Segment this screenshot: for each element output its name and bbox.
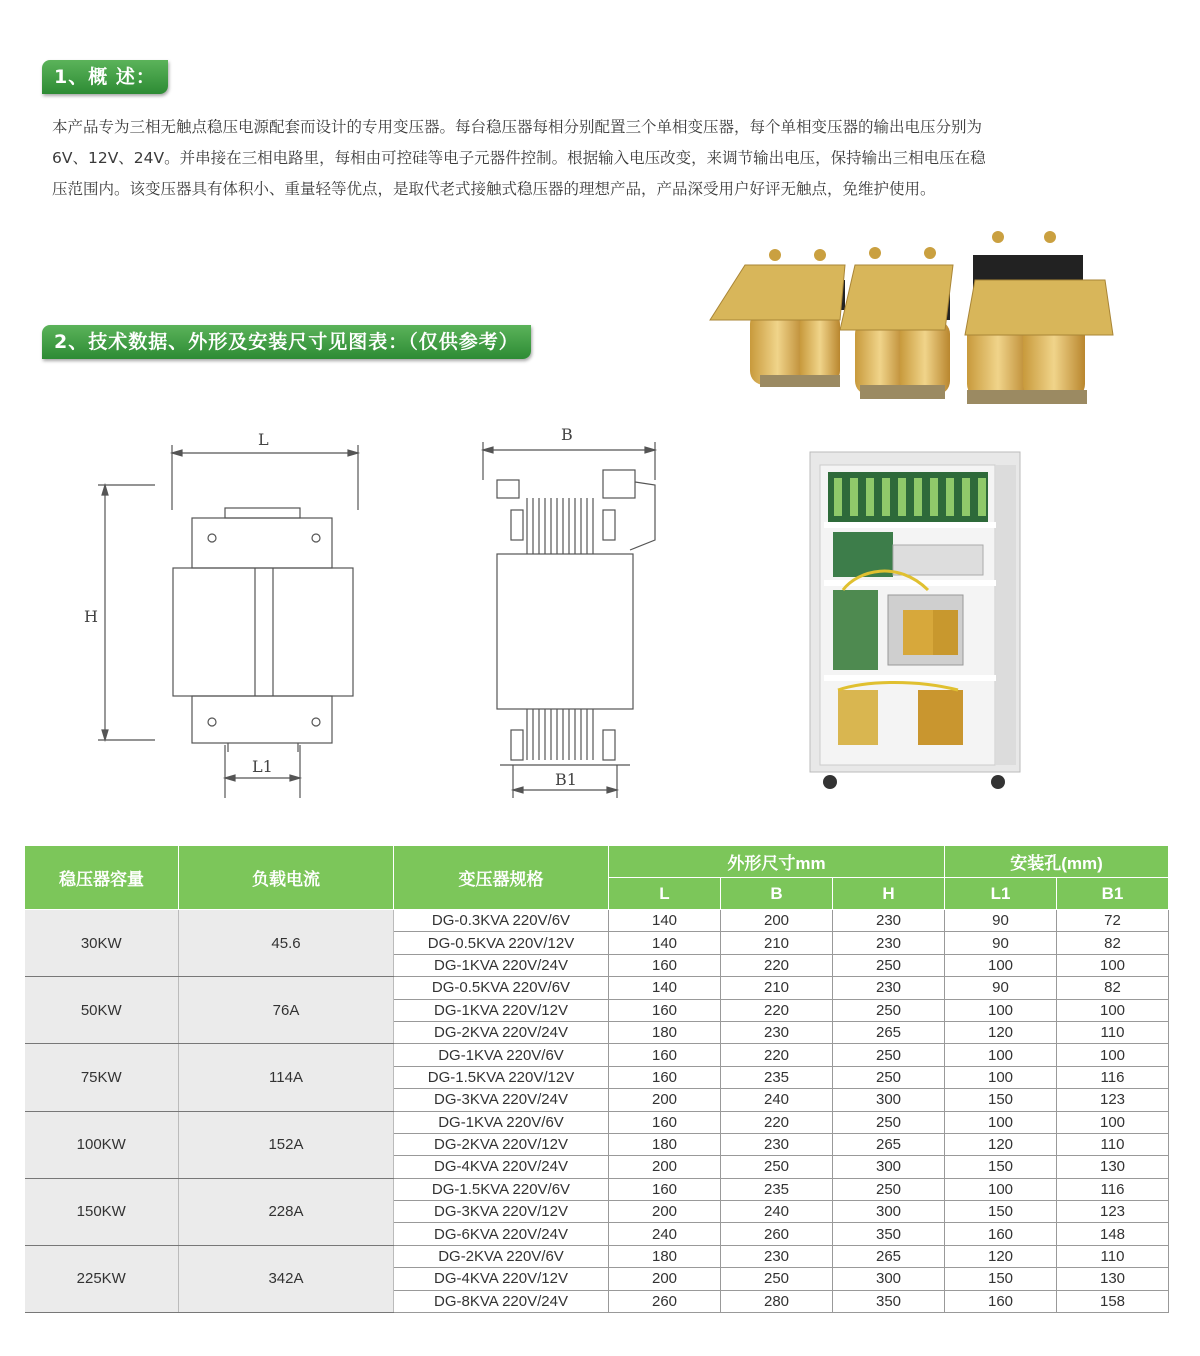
transformers-photo — [705, 225, 1125, 410]
dim-B-cell: 250 — [721, 1156, 833, 1178]
model-cell: DG-1KVA 220V/24V — [394, 954, 609, 976]
dim-L1-cell: 90 — [945, 932, 1057, 954]
dim-H-cell: 250 — [833, 999, 945, 1021]
dim-B1-cell: 82 — [1057, 932, 1169, 954]
side-view-drawing — [475, 420, 670, 805]
dim-B1-cell: 100 — [1057, 1044, 1169, 1066]
dim-L1-cell: 150 — [945, 1156, 1057, 1178]
capacity-cell: 50KW — [25, 977, 179, 1044]
dim-L-cell: 200 — [609, 1156, 721, 1178]
dim-L1-cell: 150 — [945, 1201, 1057, 1223]
dim-B-cell: 210 — [721, 977, 833, 999]
dim-B-cell: 230 — [721, 1021, 833, 1043]
dim-B-cell: 220 — [721, 999, 833, 1021]
dim-B-label: B — [561, 425, 573, 444]
dim-B-cell: 200 — [721, 910, 833, 932]
dim-L-cell: 160 — [609, 1044, 721, 1066]
dim-H-cell: 230 — [833, 910, 945, 932]
dim-B-cell: 260 — [721, 1223, 833, 1245]
dim-B-cell: 240 — [721, 1089, 833, 1111]
dim-H-cell: 300 — [833, 1089, 945, 1111]
current-cell: 45.6 — [179, 910, 394, 977]
dim-B1-cell: 100 — [1057, 954, 1169, 976]
model-cell: DG-3KVA 220V/24V — [394, 1089, 609, 1111]
dim-H-cell: 250 — [833, 1066, 945, 1088]
model-cell: DG-6KVA 220V/24V — [394, 1223, 609, 1245]
dim-H-cell: 350 — [833, 1223, 945, 1245]
dim-B1-label: B1 — [555, 770, 577, 789]
model-cell: DG-1KVA 220V/6V — [394, 1111, 609, 1133]
dim-L1-cell: 90 — [945, 977, 1057, 999]
dim-L-cell: 140 — [609, 910, 721, 932]
dim-L-cell: 180 — [609, 1245, 721, 1267]
capacity-cell: 100KW — [25, 1111, 179, 1178]
model-cell: DG-0.5KVA 220V/12V — [394, 932, 609, 954]
dim-B-cell: 210 — [721, 932, 833, 954]
dim-H-cell: 250 — [833, 1044, 945, 1066]
dim-L-label: L — [258, 430, 269, 449]
dim-H-cell: 300 — [833, 1268, 945, 1290]
dim-B1-cell: 72 — [1057, 910, 1169, 932]
dim-H-cell: 300 — [833, 1156, 945, 1178]
dim-L-cell: 160 — [609, 954, 721, 976]
dim-B1-cell: 123 — [1057, 1089, 1169, 1111]
model-cell: DG-4KVA 220V/24V — [394, 1156, 609, 1178]
header-holes: 安装孔(mm) — [945, 846, 1169, 878]
intro-line: 压范围内。该变压器具有体积小、重量轻等优点，是取代老式接触式稳压器的理想产品，产品深受用户好评无触点，免维护使用。 — [52, 180, 936, 198]
section1-title: 1、概 述： — [42, 60, 168, 94]
dim-L-cell: 260 — [609, 1290, 721, 1312]
dim-H-cell: 250 — [833, 1178, 945, 1200]
table-row — [25, 910, 1169, 932]
capacity-cell: 75KW — [25, 1044, 179, 1111]
intro-line: 6V、12V、24V。并串接在三相电路里，每相由可控硅等电子元器件控制。根据输入电压改变，来调节输出电压，保持输出三相电压在稳 — [52, 149, 986, 167]
dim-L-cell: 160 — [609, 1066, 721, 1088]
model-cell: DG-1.5KVA 220V/12V — [394, 1066, 609, 1088]
section2-title: 2、技术数据、外形及安装尺寸见图表：（仅供参考） — [42, 325, 531, 359]
dim-H-cell: 265 — [833, 1021, 945, 1043]
model-cell: DG-2KVA 220V/24V — [394, 1021, 609, 1043]
dim-L-cell: 140 — [609, 932, 721, 954]
header-dimensions: 外形尺寸mm — [609, 846, 945, 878]
dim-L1-cell: 90 — [945, 910, 1057, 932]
header-L: L — [609, 878, 721, 910]
model-cell: DG-8KVA 220V/24V — [394, 1290, 609, 1312]
intro-text — [52, 112, 1152, 205]
dim-B1-cell: 116 — [1057, 1178, 1169, 1200]
header-current: 负载电流 — [179, 846, 394, 910]
capacity-cell: 150KW — [25, 1178, 179, 1245]
current-cell: 114A — [179, 1044, 394, 1111]
current-cell: 76A — [179, 977, 394, 1044]
model-cell: DG-0.3KVA 220V/6V — [394, 910, 609, 932]
dim-B1-cell: 100 — [1057, 999, 1169, 1021]
dim-H-cell: 250 — [833, 954, 945, 976]
table-row — [25, 1245, 1169, 1267]
current-cell: 152A — [179, 1111, 394, 1178]
dim-B1-cell: 130 — [1057, 1156, 1169, 1178]
dim-L-cell: 180 — [609, 1021, 721, 1043]
dim-L1-cell: 100 — [945, 999, 1057, 1021]
dim-B-cell: 250 — [721, 1268, 833, 1290]
model-cell: DG-0.5KVA 220V/6V — [394, 977, 609, 999]
table-row — [25, 1178, 1169, 1200]
dim-L-cell: 180 — [609, 1133, 721, 1155]
dim-B1-cell: 116 — [1057, 1066, 1169, 1088]
model-cell: DG-1KVA 220V/6V — [394, 1044, 609, 1066]
current-cell: 342A — [179, 1245, 394, 1312]
dim-B1-cell: 110 — [1057, 1021, 1169, 1043]
dim-H-cell: 300 — [833, 1201, 945, 1223]
spec-table-body — [25, 910, 1169, 1313]
model-cell: DG-1KVA 220V/12V — [394, 999, 609, 1021]
dim-L1-cell: 100 — [945, 1044, 1057, 1066]
dim-L1-cell: 100 — [945, 1111, 1057, 1133]
dim-L1-cell: 160 — [945, 1223, 1057, 1245]
dim-B-cell: 220 — [721, 1111, 833, 1133]
dim-L1-cell: 100 — [945, 1066, 1057, 1088]
header-B1: B1 — [1057, 878, 1169, 910]
dim-H-cell: 230 — [833, 977, 945, 999]
table-row — [25, 1044, 1169, 1066]
dim-L1-cell: 160 — [945, 1290, 1057, 1312]
dim-B1-cell: 110 — [1057, 1133, 1169, 1155]
header-L1: L1 — [945, 878, 1057, 910]
dim-B-cell: 235 — [721, 1178, 833, 1200]
dim-H-cell: 350 — [833, 1290, 945, 1312]
dim-B1-cell: 148 — [1057, 1223, 1169, 1245]
dim-L1-cell: 100 — [945, 954, 1057, 976]
capacity-cell: 225KW — [25, 1245, 179, 1312]
capacity-cell: 30KW — [25, 910, 179, 977]
spec-table — [24, 845, 1169, 1313]
dim-B-cell: 240 — [721, 1201, 833, 1223]
dim-L-cell: 160 — [609, 999, 721, 1021]
model-cell: DG-2KVA 220V/12V — [394, 1133, 609, 1155]
dim-L-cell: 160 — [609, 1178, 721, 1200]
dim-L1-cell: 120 — [945, 1133, 1057, 1155]
model-cell: DG-1.5KVA 220V/6V — [394, 1178, 609, 1200]
dim-B-cell: 230 — [721, 1245, 833, 1267]
dim-H-cell: 250 — [833, 1111, 945, 1133]
dim-L1-cell: 120 — [945, 1021, 1057, 1043]
current-cell: 228A — [179, 1178, 394, 1245]
header-B: B — [721, 878, 833, 910]
dim-L-cell: 200 — [609, 1268, 721, 1290]
dim-H-cell: 265 — [833, 1245, 945, 1267]
table-row — [25, 977, 1169, 999]
dim-B-cell: 220 — [721, 1044, 833, 1066]
dim-L1-label: L1 — [252, 757, 273, 776]
dim-L-cell: 240 — [609, 1223, 721, 1245]
dim-L-cell: 160 — [609, 1111, 721, 1133]
dim-L1-cell: 100 — [945, 1178, 1057, 1200]
stabilizer-cabinet-photo — [808, 450, 1023, 800]
dim-B1-cell: 82 — [1057, 977, 1169, 999]
model-cell: DG-4KVA 220V/12V — [394, 1268, 609, 1290]
dim-B1-cell: 110 — [1057, 1245, 1169, 1267]
dim-L-cell: 140 — [609, 977, 721, 999]
dim-B-cell: 235 — [721, 1066, 833, 1088]
dim-L-cell: 200 — [609, 1089, 721, 1111]
dim-B1-cell: 100 — [1057, 1111, 1169, 1133]
dim-H-cell: 230 — [833, 932, 945, 954]
dim-H-cell: 265 — [833, 1133, 945, 1155]
table-row — [25, 1111, 1169, 1133]
header-capacity: 稳压器容量 — [25, 846, 179, 910]
intro-line: 本产品专为三相无触点稳压电源配套而设计的专用变压器。每台稳压器每相分别配置三个单相变压器，每个单相变压器的输出电压分别为 — [52, 118, 983, 136]
dim-B1-cell: 158 — [1057, 1290, 1169, 1312]
header-model: 变压器规格 — [394, 846, 609, 910]
dim-H-label: H — [84, 607, 98, 626]
header-H: H — [833, 878, 945, 910]
dim-B1-cell: 123 — [1057, 1201, 1169, 1223]
dim-B1-cell: 130 — [1057, 1268, 1169, 1290]
dim-B-cell: 230 — [721, 1133, 833, 1155]
dim-L1-cell: 150 — [945, 1089, 1057, 1111]
front-view-drawing — [80, 420, 380, 805]
dim-L1-cell: 120 — [945, 1245, 1057, 1267]
dim-B-cell: 220 — [721, 954, 833, 976]
dim-B-cell: 280 — [721, 1290, 833, 1312]
model-cell: DG-3KVA 220V/12V — [394, 1201, 609, 1223]
dim-L1-cell: 150 — [945, 1268, 1057, 1290]
model-cell: DG-2KVA 220V/6V — [394, 1245, 609, 1267]
dim-L-cell: 200 — [609, 1201, 721, 1223]
